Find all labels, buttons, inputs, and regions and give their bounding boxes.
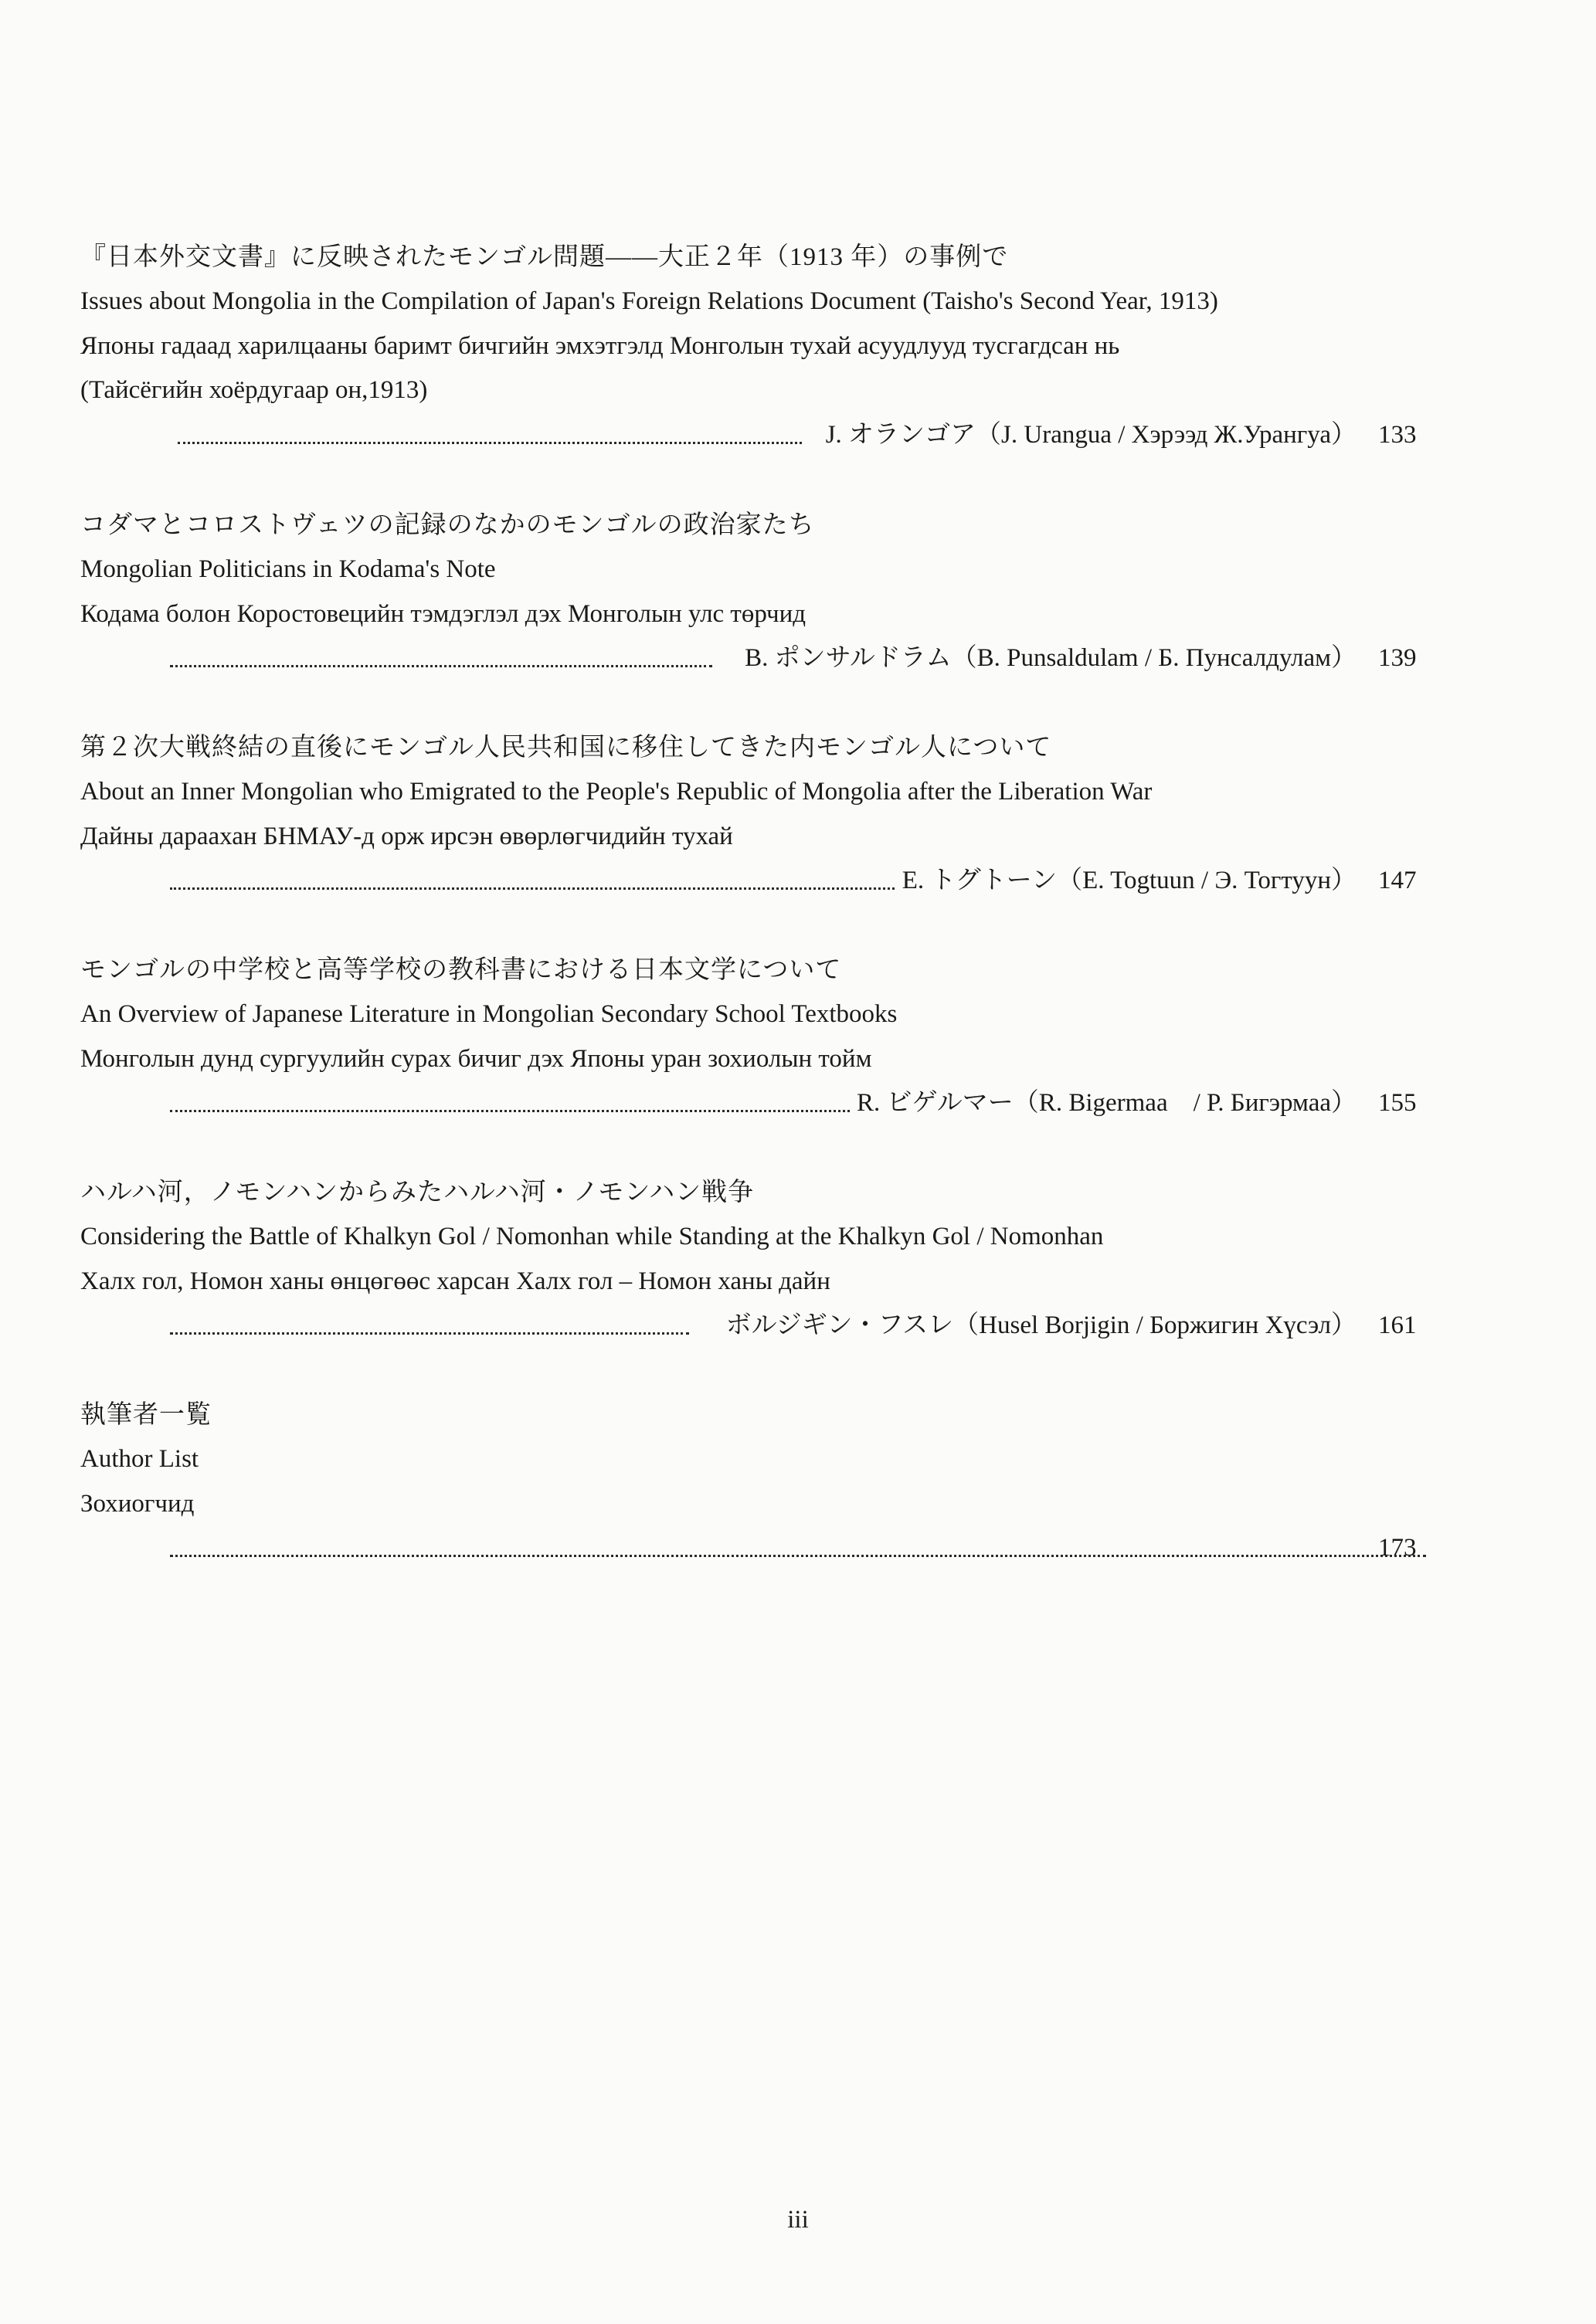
entry-author: J. オランゴア（J. Urangua / Хэрээд Ж.Урангуа） [825,421,1357,449]
entry-author: R. ビゲルマー（R. Bigermaa / Р. Бигэрмаа） [856,1089,1357,1117]
entry-title-japanese: コダマとコロストヴェツの記録のなかのモンゴルの政治家たち [80,511,815,539]
entry-title-mongolian: Монголын дунд сургуулийн сурах бичиг дэх Японы уран зохиолын тойм [80,1045,872,1073]
toc-entry [80,242,1440,458]
dot-leader [170,887,895,890]
entry-page-number: 173 [1378,1534,1417,1562]
entry-title-mongolian: Дайны дараахан БНМАУ-д орж ирсэн өвөрлөгчидийн тухай [80,823,733,850]
entry-author: ボルジギン・フスレ（Husel Borjigin / Боржигин Хүсэл） [725,1311,1357,1339]
entry-title-japanese: ハルハ河，ノモンハンからみたハルハ河・ノモンハン戦争 [80,1179,755,1206]
dot-leader [170,665,712,667]
entry-title-english: Author List [80,1445,199,1473]
entry-leader-row [80,1087,1440,1118]
dot-leader [170,1332,689,1335]
toc-entry [80,1177,1440,1347]
entry-title-japanese: 『日本外交文書』に反映されたモンゴル問題――大正２年（1913 年）の事例で [80,243,1009,271]
entry-title-mongolian: Халх гол, Номон ханы өнцөгөөс харсан Халх гол – Номон ханы дайн [80,1267,830,1295]
dot-leader [170,1110,850,1112]
entry-page-number: 139 [1378,644,1417,672]
entry-title-mongolian: Кодама болон Коростовецийн тэмдэглэл дэх Монголын улс төрчид [80,600,806,628]
entry-title-mongolian-continued: (Тайсёгийн хоёрдугаар он,1913) [80,376,428,404]
entry-title-japanese: 執筆者一覧 [80,1401,212,1429]
toc-entry [80,510,1440,680]
entry-leader-row [80,1310,1440,1341]
entry-leader-row [80,865,1440,896]
entry-title-japanese: 第２次大戦終結の直後にモンゴル人民共和国に移住してきた内モンゴル人について [80,734,1052,762]
entry-title-mongolian: Зохиогчид [80,1490,195,1518]
entry-page-number: 133 [1378,421,1417,449]
toc-entry [80,955,1440,1125]
entry-page-number: 161 [1378,1311,1417,1339]
entry-title-mongolian: Японы гадаад харилцааны баримт бичгийн эмхэтгэлд Монголын тухай асуудлууд тусгагдсан нь [80,332,1120,360]
entry-page-number: 147 [1378,867,1417,894]
entry-leader-row [80,643,1440,673]
entry-title-japanese: モンゴルの中学校と高等学校の教科書における日本文学について [80,956,842,984]
entry-title-english: About an Inner Mongolian who Emigrated to the People's Republic of Mongolia after the Liberation War [80,778,1153,806]
entry-leader-row [80,419,1440,450]
entry-page-number: 155 [1378,1089,1417,1117]
toc-entry [80,732,1440,902]
entry-author: B. ポンサルドラム（B. Punsaldulam / Б. Пунсалдулам） [745,644,1357,672]
entry-title-english: Issues about Mongolia in the Compilation of Japan's Foreign Relations Document (Taisho's Second Year, 1913) [80,287,1218,315]
dot-leader [170,1555,1426,1557]
toc-entry-author-list [80,1399,1440,1569]
entry-title-english: Considering the Battle of Khalkyn Gol / Nomonhan while Standing at the Khalkyn Gol / Nomonhan [80,1223,1104,1250]
entry-title-english: Mongolian Politicians in Kodama's Note [80,555,496,583]
entry-author: E. トグトーン（E. Togtuun / Э. Тогтуун） [902,867,1357,894]
entry-leader-row [80,1532,1440,1563]
entry-title-english: An Overview of Japanese Literature in Mongolian Secondary School Textbooks [80,1000,898,1028]
page-folio: iii [787,2206,809,2234]
dot-leader [178,442,802,444]
